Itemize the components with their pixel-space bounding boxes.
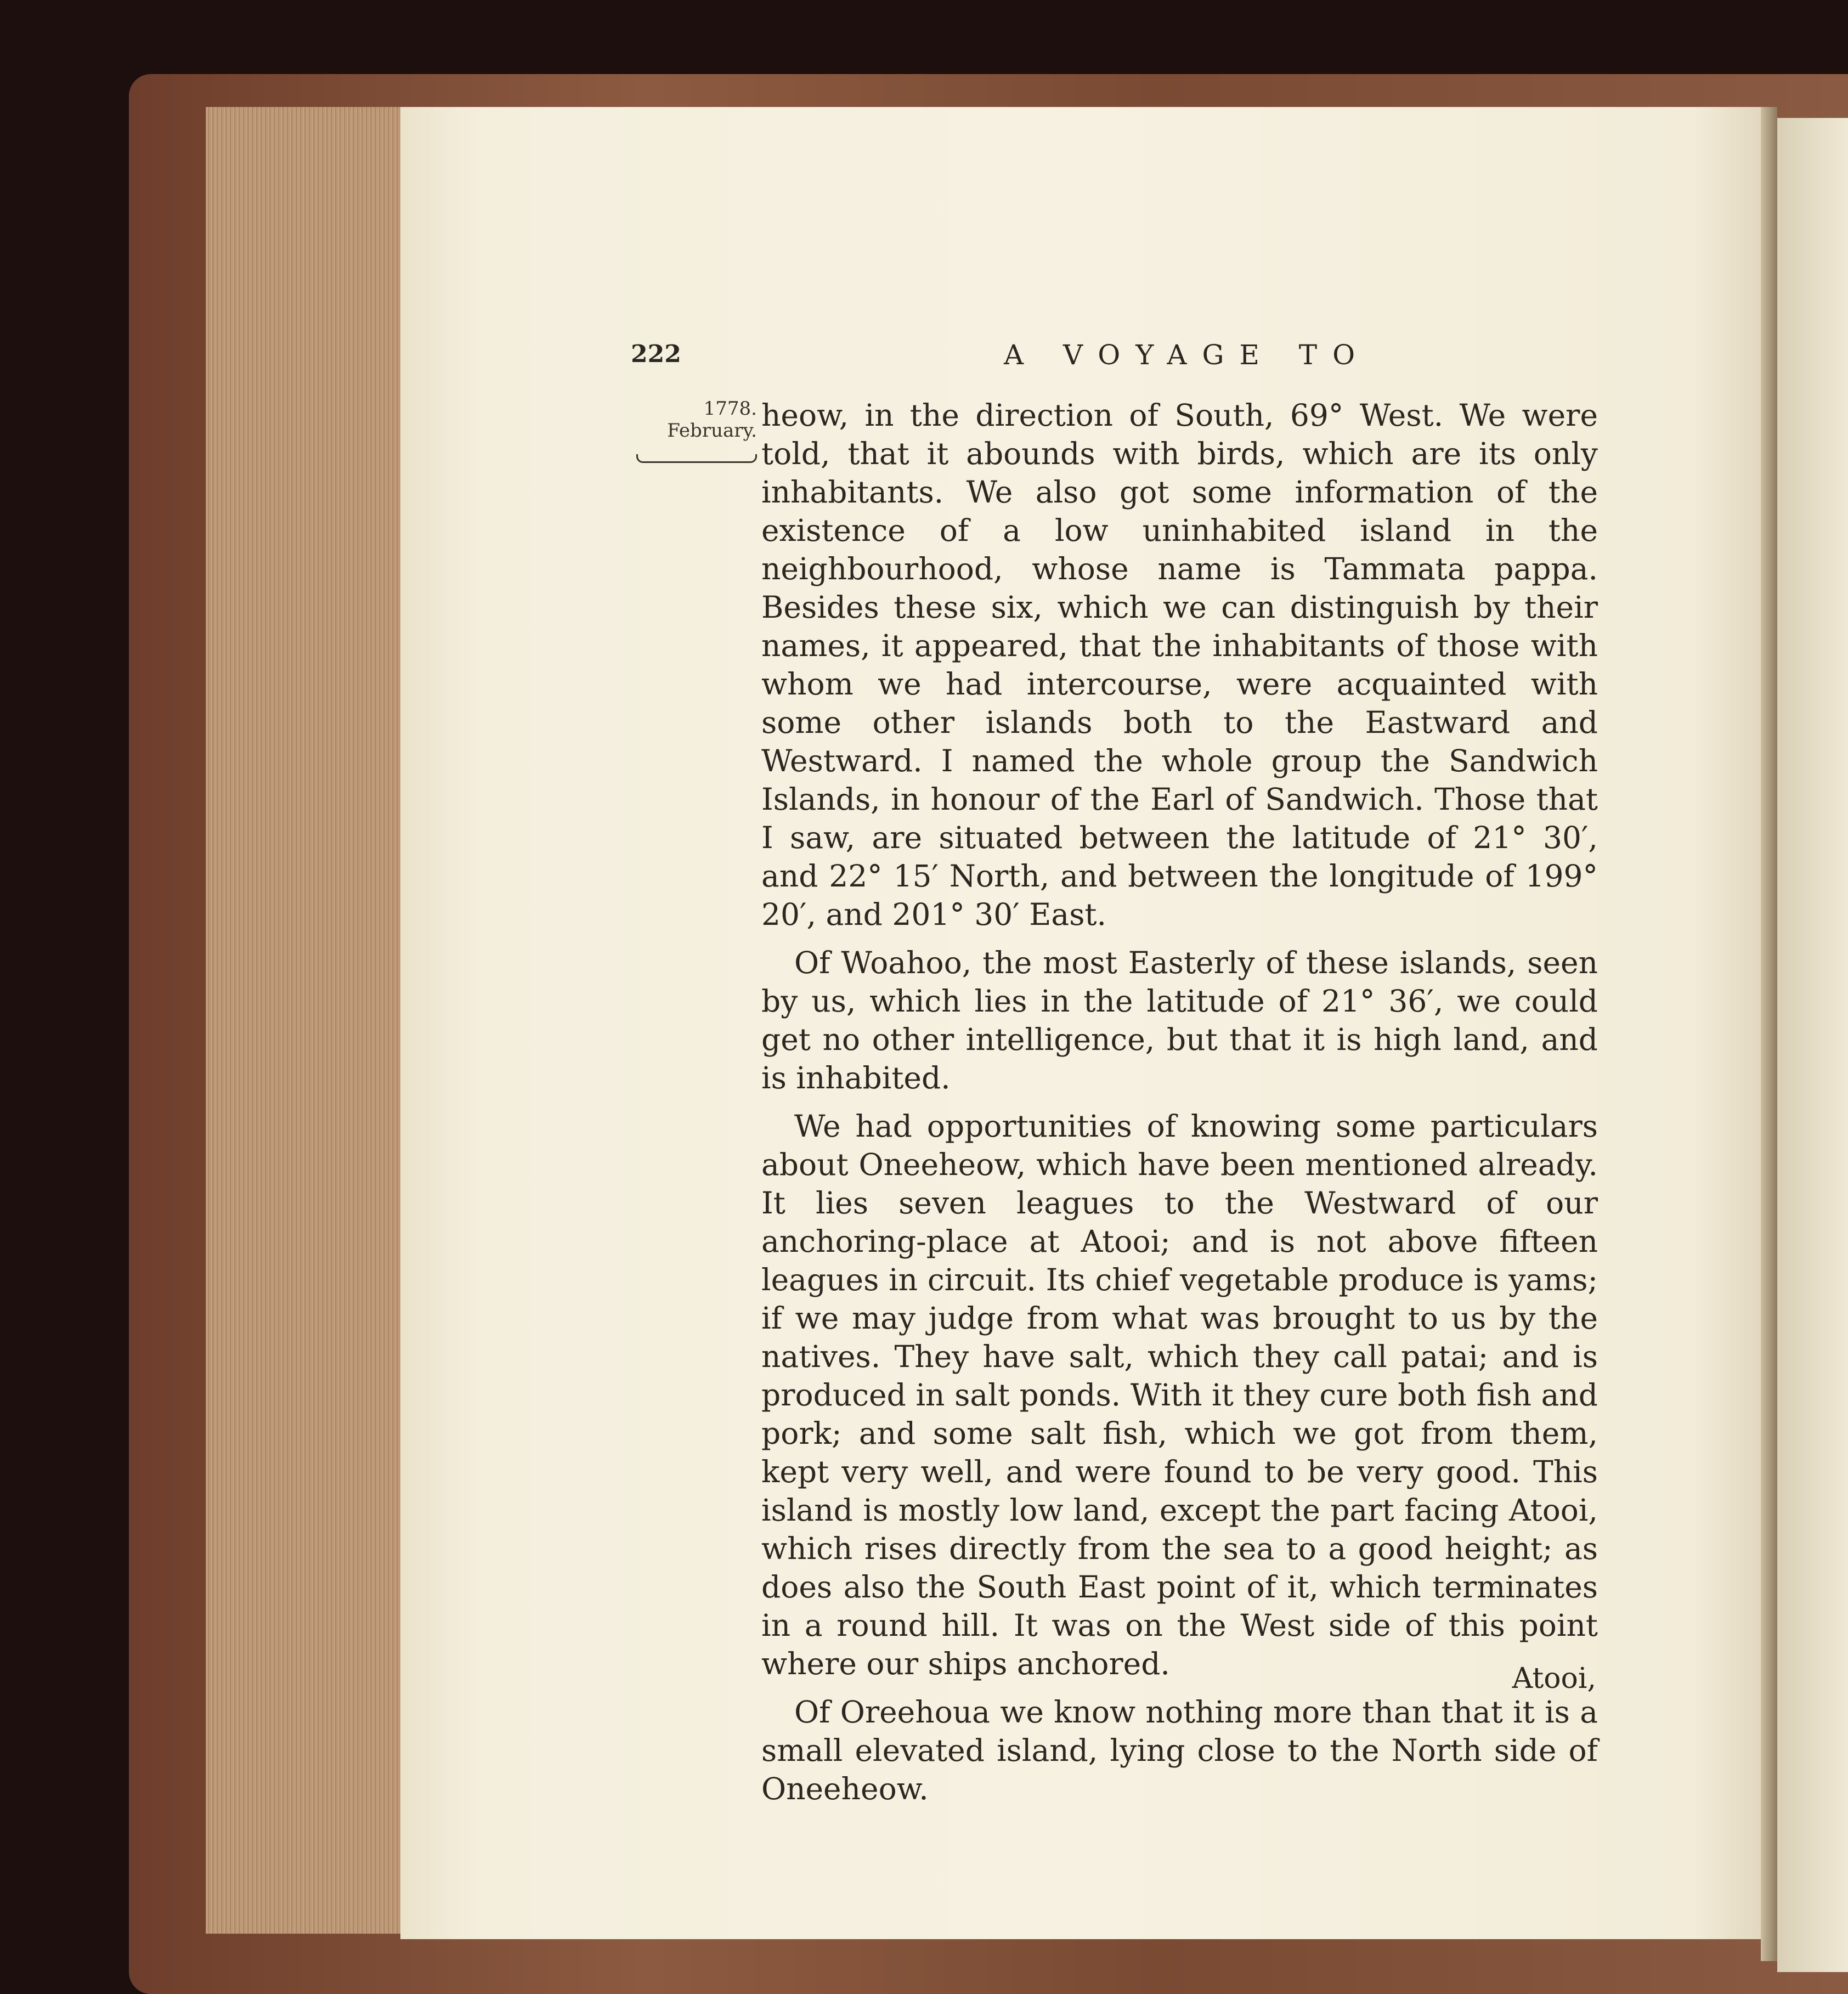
paragraph: Of Woahoo, the most Easterly of these islands, seen by us, which lies in the latitude of 21° 36′, we could get no other intelligence, but that it is high land, and is inhabited. [761, 945, 1598, 1095]
paragraph: We had opportunities of knowing some particulars about Oneeheow, which have been mentioned already. It lies seven leagues to the Westward of our anchoring-place at Atooi; and is not above fifteen leagues in circuit. Its chief vegetable produce is yams; if we may judge from what was brought to us by the natives. They have salt, which they call patai; and is produced in salt ponds. With it they cure both fish and pork; and some salt fish, which we got from them, kept very well, and were found to be very good. This island is mostly low land, except the part facing Atooi, which rises directly from the sea to a good height; as does also the South East point of it, which terminates in a round hill. It was on the West side of this point where our ships anchored. [761, 1109, 1598, 1681]
margin-note-year: 1778. [703, 398, 757, 420]
page-number: 222 [631, 340, 681, 368]
book-gutter [1761, 107, 1777, 1961]
paragraph: Of Oreehoua we know nothing more than that it is a small elevated island, lying close to the North side of Oneeheow. [761, 1694, 1598, 1806]
running-head: A VOYAGE TO [1004, 339, 1371, 371]
body-text [761, 396, 1598, 1818]
margin-note [636, 398, 757, 442]
page-edges [206, 107, 403, 1934]
catchword: Atooi, [1512, 1662, 1596, 1695]
paragraph: heow, in the direction of South, 69° West. We were told, that it abounds with birds, which are its only inhabitants. We also got some information of the existence of a low uninhabited island in the neighbourhood, whose name is Tammata pappa. Besides these six, which we can distinguish by their names, it appeared, that the inhabitants of those with whom we had intercourse, were acquainted with some other islands both to the Eastward and Westward. I named the whole group the Sandwich Islands, in honour of the Earl of Sandwich. Those that I saw, are situated between the latitude of 21° 30′, and 22° 15′ North, and between the longitude of 199° 20′, and 201° 30′ East. [761, 398, 1598, 932]
facing-page-edge [1777, 118, 1848, 1972]
margin-brace [636, 454, 757, 463]
margin-note-month: February. [667, 420, 757, 442]
